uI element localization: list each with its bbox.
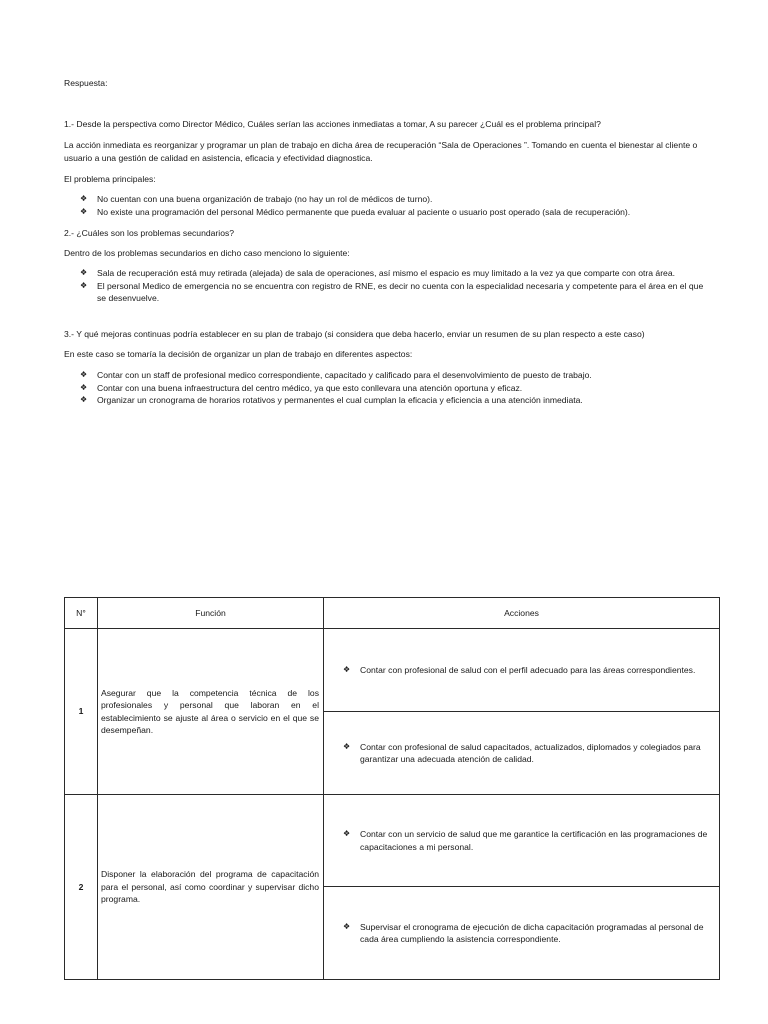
table-row [65,795,720,887]
header-number: N° [65,598,98,629]
list-item: ❖ Organizar un cronograma de horarios rotativos y permanentes el cual cumplan la eficacia y eficiencia a una atención inmediata. [80,395,583,405]
list-item: ❖ No cuentan con una buena organización de trabajo (no hay un rol de médicos de turno). [80,194,433,204]
header-function: Función [98,598,324,629]
row-function: Disponer la elaboración del programa de capacitación para el personal, así como coordinar y supervisar dicho programa. [98,795,324,980]
diamond-bullet-icon: ❖ [80,280,88,290]
action-cell: ❖ Contar con profesional de salud capacitados, actualizados, diplomados y colegiados para garantizar una adecuada atención de calidad. [324,712,720,795]
diamond-bullet-icon: ❖ [80,382,88,392]
list-item: ❖ Contar con una buena infraestructura del centro médico, ya que esto conllevara una atención oportuna y eficaz. [80,382,523,393]
diamond-bullet-icon: ❖ [343,664,351,674]
diamond-bullet-icon: ❖ [80,268,88,277]
answer-1: La acción inmediata es reorganizar y programar un plan de trabajo en dicha área de recuperación “Sala de Operaciones ”. Tomando en cuenta el bienestar al cliente o usuario a una gestión de calidad en asistencia, eficacia y efectividad diagnostica. [64,140,698,163]
list-item: ❖ Contar con un staff de profesional medico correspondiente, capacitado y calificado para el desenvolvimiento de puesto de trabajo. [80,370,592,380]
diamond-bullet-icon: ❖ [80,395,88,404]
action-cell: ❖ Contar con profesional de salud con el perfil adecuado para las áreas correspondientes. [324,629,720,712]
row-number: 2 [65,795,98,980]
list-item: ❖ Sala de recuperación está muy retirada (alejada) de sala de operaciones, así mismo el espacio es muy limitado a la vez ya que comparte con otra área. [80,268,675,278]
improvements-list [64,369,714,407]
intro-label: Respuesta: [64,78,108,88]
improvements-intro: En este caso se tomaría la decisión de organizar un plan de trabajo en diferentes aspectos: [64,349,413,359]
question-3: 3.- Y qué mejoras continuas podría establecer en su plan de trabajo (si considera que deba hacerlo, enviar un resumen de su plan respecto a este caso) [64,329,645,339]
functions-table [64,597,720,980]
diamond-bullet-icon: ❖ [343,921,351,931]
list-item: ❖ No existe una programación del personal Médico permanente que pueda evaluar al paciente o usuario post operado (sala de recuperación). [80,206,631,217]
list-item: ❖ El personal Medico de emergencia no se encuentra con registro de RNE, es decir no cuenta con la especialidad necesaria y competente para el área en el que se desenvuelve. [80,280,704,303]
row-number: 1 [65,629,98,795]
diamond-bullet-icon: ❖ [343,829,351,838]
table-header-row [65,598,720,629]
diamond-bullet-icon: ❖ [343,741,351,751]
diamond-bullet-icon: ❖ [80,194,88,203]
main-problem-heading: El problema principales: [64,174,156,184]
main-problem-list [64,193,714,218]
header-actions: Acciones [324,598,720,629]
question-2: 2.- ¿Cuáles son los problemas secundarios? [64,228,235,238]
action-cell: ❖ Contar con un servicio de salud que me garantice la certificación en las programaciones de capacitaciones a mi personal. [324,795,720,887]
secondary-problems-intro: Dentro de los problemas secundarios en dicho caso menciono lo siguiente: [64,248,350,258]
table-row [65,629,720,712]
question-1: 1.- Desde la perspectiva como Director Médico, Cuáles serían las acciones inmediatas a tomar, A su parecer ¿Cuál es el problema principal? [64,119,601,129]
secondary-problems-list [64,267,714,305]
row-function: Asegurar que la competencia técnica de los profesionales y personal que laboran en el establecimiento se ajuste al área o servicio en el que se desempeñan. [98,629,324,795]
diamond-bullet-icon: ❖ [80,206,88,216]
action-cell: ❖ Supervisar el cronograma de ejecución de dicha capacitación programadas al personal de cada área cumpliendo la asistencia correspondiente. [324,887,720,980]
diamond-bullet-icon: ❖ [80,370,88,379]
